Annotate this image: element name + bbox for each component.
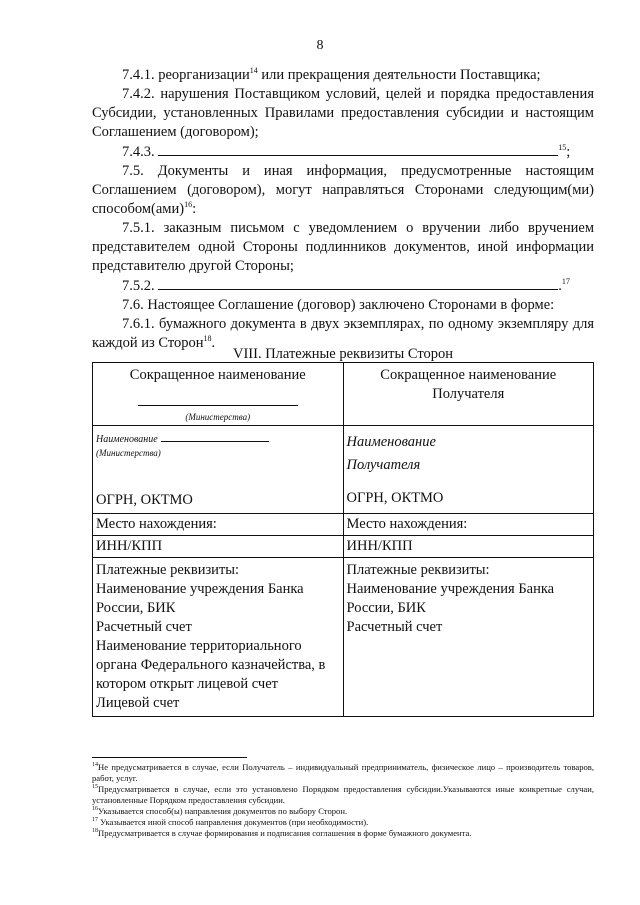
ministry-name-cell: Наименование (Министерства) ОГРН, ОКТМО bbox=[93, 426, 344, 514]
table-row bbox=[93, 363, 594, 426]
footnote: $^{17}$ Указывается иной способ направления документов (при необходимости). bbox=[92, 817, 369, 827]
footnote: $^{16}$Указывается способ(ы) направления документов по выбору Сторон. bbox=[92, 806, 348, 816]
footnote-ref: 14 bbox=[249, 66, 258, 75]
recipient-inn-cell: ИНН/КПП bbox=[343, 536, 594, 558]
blank-line bbox=[158, 276, 558, 290]
ministry-header-cell: Сокращенное наименование (Министерства) bbox=[93, 363, 344, 426]
footnote: $^{18}$Предусматривается в случае формирования и подписания соглашения в форме бумажного документа. bbox=[92, 828, 472, 838]
recipient-payment-cell: Платежные реквизиты: Наименование учреждения Банка России, БИК Расчетный счет bbox=[343, 558, 594, 717]
footnotes bbox=[92, 762, 594, 839]
payment-details-table bbox=[92, 362, 594, 717]
ministry-inn-cell: ИНН/КПП bbox=[93, 536, 344, 558]
footnote: $^{15}$Предусматривается в случае, если это установлено Порядком предоставления субсидии.Указываются иные конкретные случаи, установленные Порядком предоставления субсидии. bbox=[92, 784, 594, 805]
clause-7-5-2: 7.5.2. .$^{17}$ bbox=[122, 277, 570, 294]
ministry-location-cell: Место нахождения: bbox=[93, 514, 344, 536]
clause-7-4-1: 7.4.1. реорганизации$^{14}$ или прекращения деятельности Поставщика; bbox=[122, 66, 541, 83]
clause-7-5: 7.5. Документы и иная информация, предусмотренные настоящим Соглашением (договором), могут направляться Сторонами следующим(ми) способом(ами)$^{16}$: bbox=[92, 163, 594, 217]
table-row bbox=[93, 514, 594, 536]
footnote: $^{14}$Не предусматривается в случае, если Получатель – индивидуальный предприниматель, физическое лицо – производитель товаров, работ, услуг. bbox=[92, 762, 594, 783]
footnote-ref: 16 bbox=[184, 200, 193, 209]
recipient-header-cell: Сокращенное наименование Получателя bbox=[343, 363, 594, 426]
section-title: VIII. Платежные реквизиты Сторон bbox=[233, 346, 453, 362]
footnote-separator bbox=[92, 757, 247, 758]
footnote-ref: 18 bbox=[203, 334, 212, 343]
clause-7-6-1: 7.6.1. бумажного документа в двух экземплярах, по одному экземпляру для каждой из Сторон$^{18}$. bbox=[92, 316, 594, 351]
blank-line bbox=[138, 395, 298, 406]
table-row bbox=[93, 558, 594, 717]
clause-7-4-2: 7.4.2. нарушения Поставщиком условий, целей и порядка предоставления Субсидии, установленных Правилами предоставления субсидии и настоящим Соглашением (договором); bbox=[92, 86, 594, 140]
clause-7-6: 7.6. Настоящее Соглашение (договор) заключено Сторонами в форме: bbox=[122, 297, 555, 313]
ministry-payment-cell: Платежные реквизиты: Наименование учреждения Банка России, БИК Расчетный счет Наименование территориального органа Федерального казначейства, в котором открыт лицевой счет Лицевой счет bbox=[93, 558, 344, 717]
recipient-name-cell: Наименование Получателя ОГРН, ОКТМО bbox=[343, 426, 594, 514]
blank-line bbox=[161, 431, 269, 442]
footnote-ref: 15 bbox=[558, 143, 567, 152]
footnote-ref: 17 bbox=[561, 277, 570, 286]
recipient-location-cell: Место нахождения: bbox=[343, 514, 594, 536]
agreement-text bbox=[92, 66, 594, 353]
clause-7-5-1: 7.5.1. заказным письмом с уведомлением о вручении либо вручением представителем одной Стороны подлинников документов, иной информации представителю другой Стороны; bbox=[92, 220, 594, 274]
table-row bbox=[93, 536, 594, 558]
clause-7-4-3: 7.4.3. $^{15}$; bbox=[122, 143, 571, 160]
page-number: 8 bbox=[316, 38, 324, 53]
blank-line bbox=[158, 142, 558, 156]
table-row bbox=[93, 426, 594, 514]
